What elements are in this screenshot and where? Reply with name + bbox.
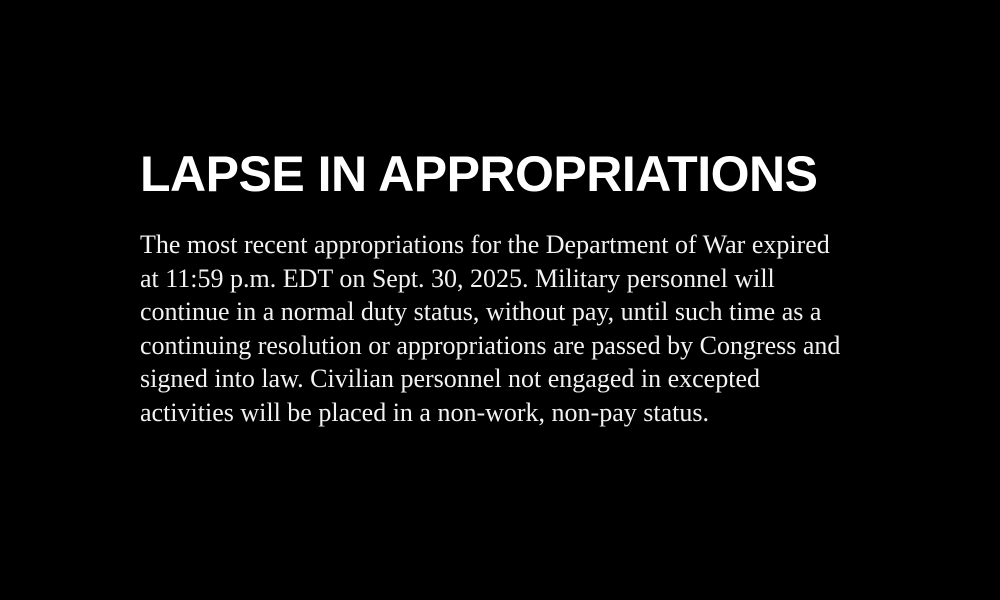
- notice-body-text: The most recent appropriations for the Department of War expired at 11:59 p.m. EDT on Sept. 30, 2025. Military personnel will continue in a normal duty status, without pay, until such time as a continuing resolution or appropriations are passed by Congress and signed into law. Civilian personnel not engaged in excepted activities will be placed in a non-work, non-pay status.: [140, 230, 841, 427]
- page-title: LAPSE IN APPROPRIATIONS: [140, 146, 818, 202]
- lapse-in-appropriations-notice: [140, 0, 870, 600]
